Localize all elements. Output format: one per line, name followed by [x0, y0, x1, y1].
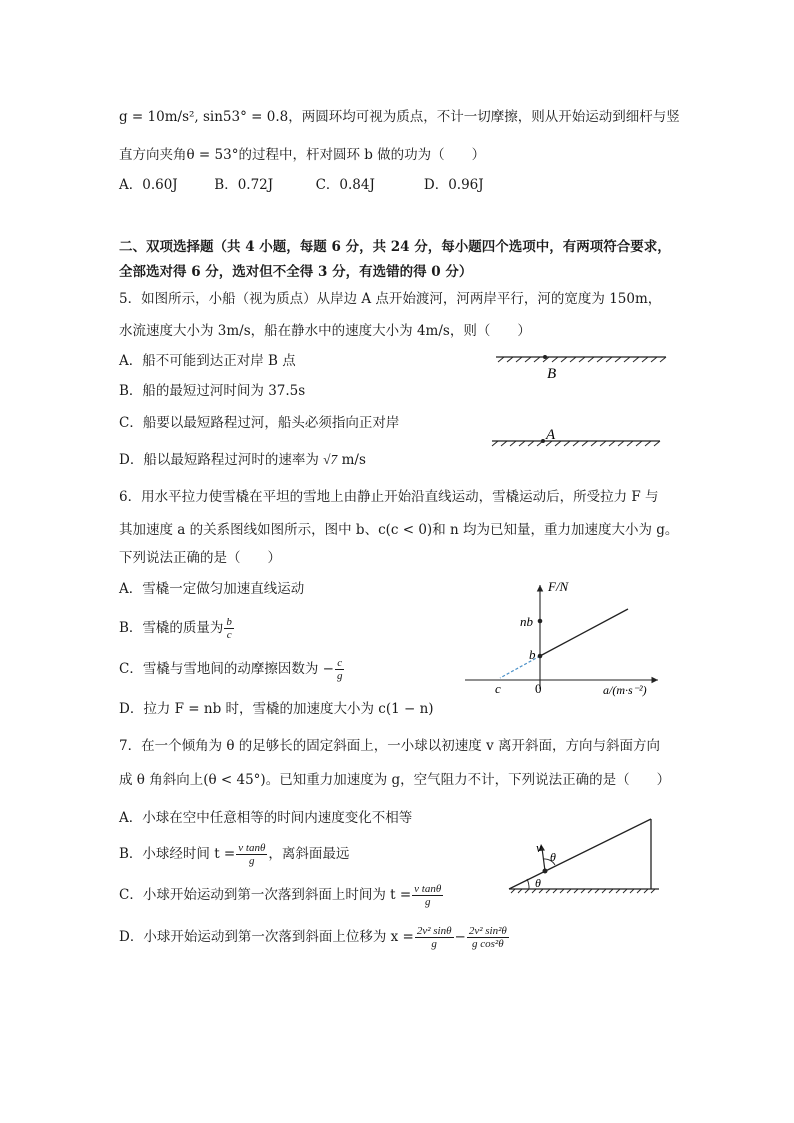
q4-option-b[interactable]: B．0.72J	[214, 177, 274, 193]
q5-option-c[interactable]: C．船要以最短路程过河，船头必须指向正对岸	[119, 415, 400, 431]
q7-option-c-denominator: g	[424, 895, 431, 908]
q7-option-d-minus: −	[454, 929, 466, 945]
section2-header-line1: 二、双项选择题（共 4 小题，每题 6 分，共 24 分，每小题四个选项中，有两项符合要求，	[119, 239, 671, 255]
q6-option-c-numerator: c	[337, 656, 343, 669]
incline-surface	[509, 819, 651, 889]
label-a: A	[546, 427, 556, 443]
label-theta-bottom: θ	[535, 876, 541, 890]
force-acceleration-graph	[460, 575, 675, 700]
q7-option-b-denominator: g	[249, 854, 255, 867]
q6-option-a[interactable]: A．雪橇一定做匀加速直线运动	[119, 581, 305, 597]
q7-option-d-denominator-2: g cos²θ	[472, 937, 504, 950]
q6-line3: 下列说法正确的是（ ）	[119, 550, 281, 566]
q5-line2: 水流速度大小为 3m/s，船在静水中的速度大小为 4m/s，则（ ）	[119, 323, 531, 339]
section2-header-line2: 全部选对得 6 分，选对但不全得 3 分，有选错的得 0 分）	[119, 264, 473, 280]
angle-arc-bottom	[527, 879, 529, 889]
q4-option-d[interactable]: D．0.96J	[423, 177, 484, 193]
label-b: b	[529, 647, 536, 662]
q7-option-c-text: C．小球开始运动到第一次落到斜面上时间为 t =	[119, 887, 412, 903]
q7-option-c-fraction	[412, 883, 443, 908]
q7-option-b-numerator: v tanθ	[238, 841, 266, 854]
upper-bank-hatch	[498, 357, 666, 362]
q7-option-b-suffix: ，离斜面最远	[268, 846, 350, 862]
ball	[543, 869, 548, 874]
q4-options	[119, 176, 484, 194]
q7-option-d[interactable]	[119, 919, 510, 955]
y-axis-label: F/N	[548, 579, 569, 594]
q4-option-a[interactable]: A．0.60J	[119, 177, 178, 193]
q5-option-a[interactable]: A．船不可能到达正对岸 B 点	[119, 353, 296, 369]
q6-option-b-numerator: b	[226, 615, 232, 628]
q6-option-b-text: B．雪橇的质量为	[119, 620, 224, 636]
q7-option-c[interactable]	[119, 877, 444, 913]
q5-option-d-unit: m/s	[341, 452, 366, 468]
q6-option-b-denominator: c	[226, 628, 232, 641]
q7-option-b-fraction	[236, 842, 267, 867]
q7-option-d-fraction-2	[467, 925, 509, 950]
label-nb: nb	[520, 614, 533, 629]
lower-bank-hatch	[492, 441, 660, 446]
q4-line1: g = 10m/s², sin53° = 0.8，两圆环均可视为质点，不计一切摩擦，则从开始运动到细杆与竖	[119, 109, 680, 125]
q7-option-d-denominator-1: g	[431, 937, 437, 950]
q6-line1: 6．用水平拉力使雪橇在平坦的雪地上由静止开始沿直线运动，雪橇运动后，所受拉力 F 与	[119, 489, 659, 505]
q4-line2: 直方向夹角θ = 53°的过程中，杆对圆环 b 做的功为（ ）	[119, 147, 486, 163]
q7-line2: 成 θ 角斜向上(θ < 45°)。已知重力加速度为 g，空气阻力不计，下列说法正确的是（ ）	[119, 772, 671, 788]
q7-option-a[interactable]: A．小球在空中任意相等的时间内速度变化不相等	[119, 810, 413, 826]
label-origin: 0	[535, 681, 542, 696]
q7-option-d-fraction-1	[415, 925, 454, 950]
q7-option-d-numerator-1: 2v² sinθ	[416, 924, 452, 937]
q5-option-d-text: D．船以最短路程过河时的速率为	[119, 452, 319, 468]
q6-option-c-text: C．雪橇与雪地间的动摩擦因数为 −	[119, 661, 334, 677]
q6-option-c-denominator: g	[336, 669, 343, 682]
incline-diagram	[505, 815, 665, 895]
point-b	[543, 355, 547, 359]
q5-option-b[interactable]: B．船的最短过河时间为 37.5s	[119, 383, 306, 399]
q5-option-d[interactable]	[119, 451, 366, 469]
label-v: v	[536, 840, 542, 855]
q6-option-c[interactable]	[119, 651, 345, 687]
q7-option-d-text: D．小球开始运动到第一次落到斜面上位移为 x =	[119, 929, 414, 945]
label-c: c	[495, 681, 501, 696]
q4-option-c[interactable]: C．0.84J	[315, 177, 375, 193]
force-line	[540, 609, 628, 656]
q7-option-b[interactable]	[119, 836, 349, 872]
q7-option-b-text: B．小球经时间 t =	[119, 846, 236, 862]
q7-line1: 7．在一个倾角为 θ 的足够长的固定斜面上，一小球以初速度 v 离开斜面，方向与斜面方向	[119, 738, 661, 754]
label-theta-top: θ	[550, 850, 556, 864]
point-b	[538, 654, 543, 659]
point-nb	[538, 619, 543, 624]
point-a	[541, 439, 545, 443]
q7-option-d-numerator-2: 2v² sin²θ	[468, 924, 507, 937]
q6-line2: 其加速度 a 的关系图线如图所示，图中 b、c(c < 0)和 n 均为已知量，重力加速度大小为 g。	[119, 522, 679, 538]
q6-option-b[interactable]	[119, 610, 235, 646]
q6-option-c-fraction	[335, 657, 345, 682]
q6-option-b-fraction	[224, 616, 234, 641]
velocity-arrow	[542, 848, 545, 871]
x-axis-label: a/(m·s⁻²)	[603, 683, 647, 697]
label-b: B	[547, 366, 557, 382]
q6-option-d[interactable]: D．拉力 F = nb 时，雪橇的加速度大小为 c(1 − n)	[119, 701, 434, 717]
river-diagram	[490, 345, 670, 455]
q7-option-c-numerator: v tanθ	[414, 882, 442, 895]
q5-line1: 5．如图所示，小船（视为质点）从岸边 A 点开始渡河，河两岸平行，河的宽度为 150m，	[119, 291, 662, 307]
q5-option-d-math: √7	[323, 452, 338, 467]
